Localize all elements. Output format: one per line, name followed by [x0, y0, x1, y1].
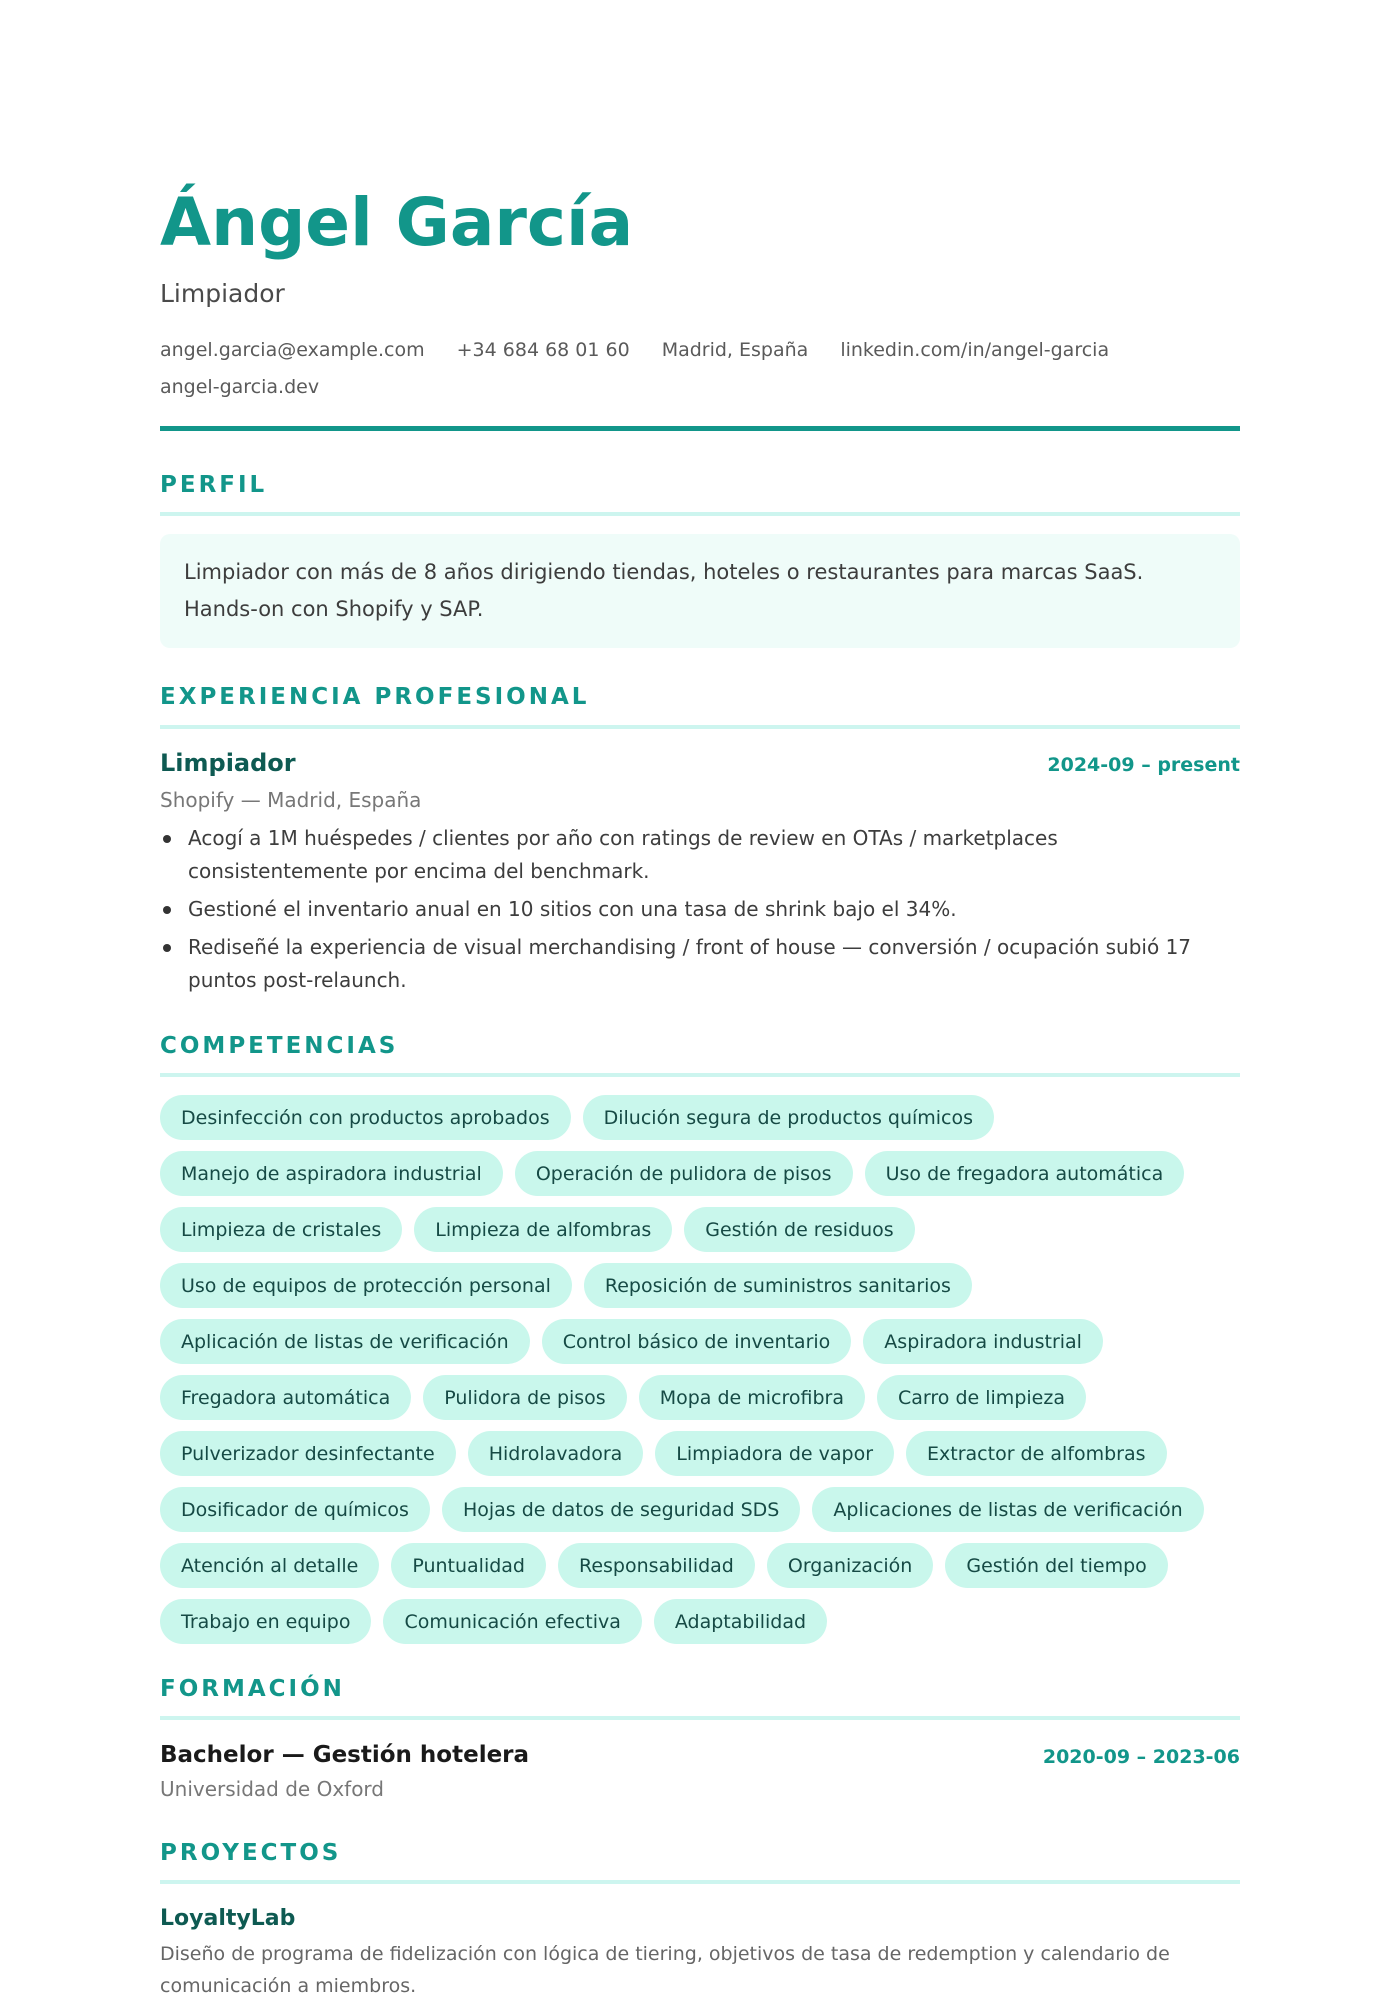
contact-linkedin[interactable]: linkedin.com/in/angel-garcia	[840, 339, 1110, 361]
skill-chip: Aplicaciones de listas de verificación	[812, 1487, 1203, 1532]
skill-chip: Gestión del tiempo	[945, 1543, 1167, 1588]
skill-chip: Dilución segura de productos químicos	[583, 1095, 994, 1140]
skill-chip: Pulverizador desinfectante	[160, 1431, 456, 1476]
job-bullet: Rediseñé la experiencia de visual merchandising / front of house — conversión / ocupación subió 17 puntos post-relaunch.	[160, 931, 1240, 997]
contact-info	[160, 332, 1240, 406]
skill-chip: Aplicación de listas de verificación	[160, 1319, 530, 1364]
education-school: Universidad de Oxford	[160, 1777, 384, 1801]
contact-email[interactable]: angel.garcia@example.com	[160, 339, 425, 361]
skill-chip: Adaptabilidad	[654, 1599, 827, 1644]
skill-chip: Hojas de datos de seguridad SDS	[442, 1487, 800, 1532]
skill-chip: Control básico de inventario	[542, 1319, 852, 1364]
skill-chip: Trabajo en equipo	[160, 1599, 371, 1644]
skill-chip: Hidrolavadora	[468, 1431, 644, 1476]
section-divider-profile	[160, 512, 1240, 516]
contact-row-primary	[160, 332, 1240, 369]
skill-chip: Comunicación efectiva	[383, 1599, 641, 1644]
skill-chip: Pulidora de pisos	[423, 1375, 626, 1420]
skill-chip: Carro de limpieza	[877, 1375, 1086, 1420]
job-bullet: Acogí a 1M huéspedes / clientes por año con ratings de review en OTAs / marketplaces consistentemente por encima del benchmark.	[160, 822, 1240, 888]
skill-chip: Aspiradora industrial	[863, 1319, 1103, 1364]
skill-chip: Extractor de alfombras	[906, 1431, 1166, 1476]
profile-summary: Limpiador con más de 8 años dirigiendo tiendas, hoteles o restaurantes para marcas SaaS. Hands-on con Shopify y SAP.	[160, 534, 1240, 648]
header-divider	[160, 426, 1240, 431]
job-company-location: Shopify — Madrid, España	[160, 788, 422, 812]
contact-row-secondary	[160, 369, 1240, 406]
skill-chip: Manejo de aspiradora industrial	[160, 1151, 503, 1196]
section-divider-experience	[160, 725, 1240, 729]
job-bullet: Gestioné el inventario anual en 10 sitios con una tasa de shrink bajo el 34%.	[160, 893, 1240, 926]
skill-chip: Gestión de residuos	[684, 1207, 914, 1252]
skill-chip: Limpieza de cristales	[160, 1207, 402, 1252]
education-degree: Bachelor — Gestión hotelera	[160, 1742, 530, 1768]
project-description: Diseño de programa de fidelización con lógica de tiering, objetivos de tasa de redemption y calendario de comunicación a miembros.	[160, 1943, 1170, 1997]
section-title-profile: PERFIL	[160, 472, 268, 498]
candidate-role: Limpiador	[160, 279, 285, 308]
contact-website[interactable]: angel-garcia.dev	[160, 376, 320, 398]
contact-phone: +34 684 68 01 60	[456, 339, 630, 361]
skill-chip: Reposición de suministros sanitarios	[584, 1263, 972, 1308]
skill-chip: Limpieza de alfombras	[414, 1207, 672, 1252]
skill-chip: Puntualidad	[391, 1543, 546, 1588]
skill-chip: Responsabilidad	[558, 1543, 755, 1588]
skill-chip: Limpiadora de vapor	[655, 1431, 894, 1476]
job-position: Limpiador	[160, 749, 296, 777]
skill-chip: Uso de equipos de protección personal	[160, 1263, 572, 1308]
job-bullets	[160, 822, 1240, 1002]
skill-chip: Mopa de microfibra	[639, 1375, 865, 1420]
section-title-projects: PROYECTOS	[160, 1840, 342, 1866]
section-divider-projects	[160, 1880, 1240, 1884]
section-title-experience: EXPERIENCIA PROFESIONAL	[160, 684, 590, 710]
section-title-education: FORMACIÓN	[160, 1676, 345, 1702]
section-title-skills: COMPETENCIAS	[160, 1033, 399, 1059]
education-dates: 2020-09 – 2023-06	[1042, 1746, 1240, 1768]
skill-chip: Operación de pulidora de pisos	[515, 1151, 853, 1196]
skill-chip: Atención al detalle	[160, 1543, 379, 1588]
skill-chip: Organización	[767, 1543, 933, 1588]
candidate-name: Ángel García	[160, 184, 634, 261]
skill-chip: Desinfección con productos aprobados	[160, 1095, 571, 1140]
contact-location: Madrid, España	[661, 339, 809, 361]
job-dates: 2024-09 – present	[1047, 754, 1240, 776]
section-divider-education	[160, 1716, 1240, 1720]
skill-chip: Uso de fregadora automática	[865, 1151, 1185, 1196]
skill-chip: Dosificador de químicos	[160, 1487, 430, 1532]
section-divider-skills	[160, 1073, 1240, 1077]
skills-list	[160, 1095, 1240, 1644]
project-name: LoyaltyLab	[160, 1906, 296, 1931]
skill-chip: Fregadora automática	[160, 1375, 411, 1420]
